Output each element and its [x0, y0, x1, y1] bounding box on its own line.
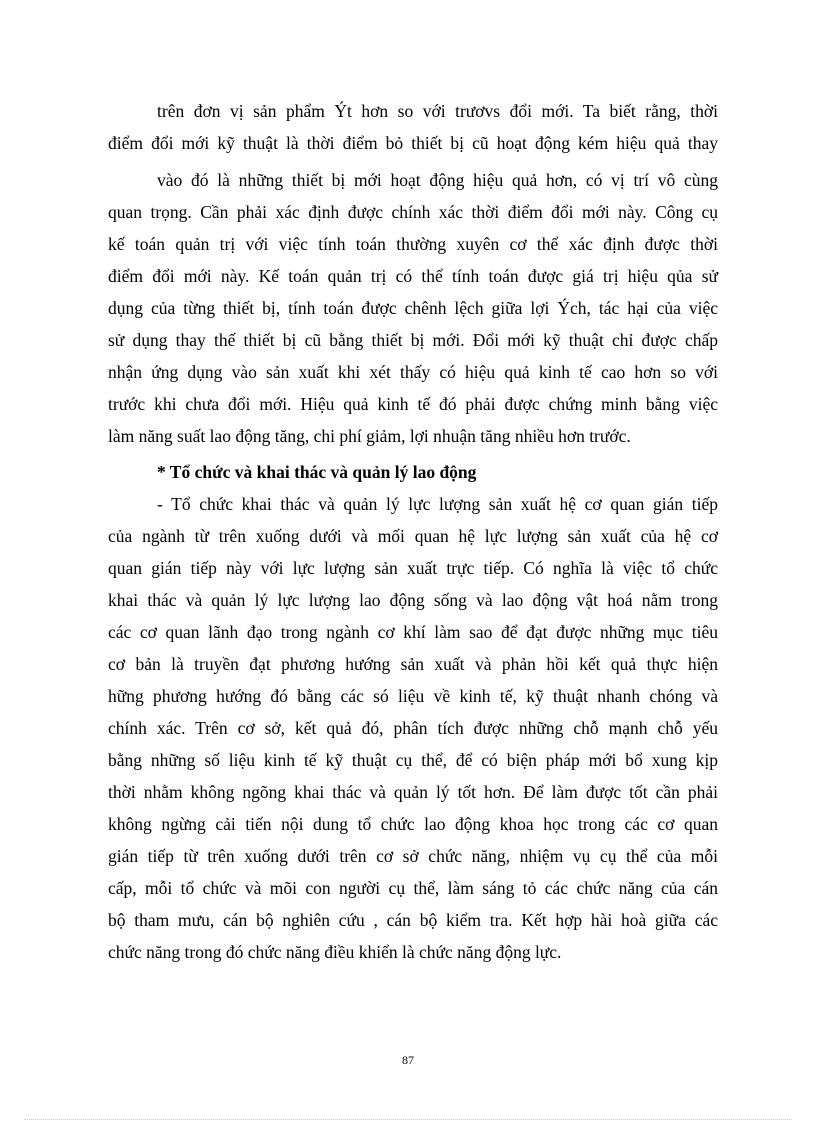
- text-line: trước khi chưa đổi mới. Hiệu quả kinh tế đó phải được chứng minh bằng việc: [108, 394, 718, 414]
- text-line: chính xác. Trên cơ sở, kết quả đó, phân tích được những chỗ mạnh chỗ yếu: [108, 718, 718, 738]
- text-line: vào đó là những thiết bị mới hoạt động hiệu quả hơn, có vị trí vô cùng: [157, 170, 718, 190]
- text-line: thời nhằm không ngõng khai thác và quản lý tốt hơn. Để làm được tốt cần phải: [108, 782, 718, 802]
- text-line: các cơ quan lãnh đạo trong ngành cơ khí làm sao để đạt được những mục tiêu: [108, 622, 718, 642]
- text-line: bằng những số liệu kinh tế kỹ thuật cụ thể, để có biện pháp mới bổ xung kịp: [108, 750, 718, 770]
- page-number: 87: [402, 1053, 414, 1067]
- text-line: điểm đổi mới kỹ thuật là thời điểm bỏ thiết bị cũ hoạt động kém hiệu quả thay: [108, 133, 718, 153]
- text-line: làm năng suất lao động tăng, chi phí giảm, lợi nhuận tăng nhiều hơn trước.: [108, 426, 631, 446]
- text-line: quan trọng. Cần phải xác định được chính xác thời điểm đổi mới này. Công cụ: [108, 202, 718, 222]
- text-line: cơ bản là truyền đạt phương hướng sản xuất và phản hồi kết quả thực hiện: [108, 654, 718, 674]
- text-line: quan gián tiếp này với lực lượng sản xuất trực tiếp. Có nghĩa là việc tổ chức: [108, 558, 718, 578]
- section-heading: * Tổ chức và khai thác và quản lý lao động: [157, 462, 477, 482]
- text-line: - Tổ chức khai thác và quản lý lực lượng sản xuất hệ cơ quan gián tiếp: [157, 494, 718, 514]
- text-line: chức năng trong đó chức năng điều khiển là chức năng động lực.: [108, 942, 562, 962]
- text-line: nhận ứng dụng vào sản xuất khi xét thấy có hiệu quả kinh tế cao hơn so với: [108, 362, 718, 382]
- text-line: không ngừng cải tiến nội dung tổ chức lao động khoa học trong các cơ quan: [108, 814, 718, 834]
- text-line: bộ tham mưu, cán bộ nghiên cứu , cán bộ kiểm tra. Kết hợp hài hoà giữa các: [108, 910, 718, 930]
- text-line: kế toán quản trị với việc tính toán thường xuyên cơ thể xác định được thời: [108, 234, 718, 254]
- footer-divider: [24, 1119, 792, 1120]
- text-line: gián tiếp từ trên xuống dưới trên cơ sở chức năng, nhiệm vụ cụ thể của mỗi: [108, 846, 718, 866]
- text-line: dụng của từng thiết bị, tính toán được chênh lệch giữa lợi Ých, tác hại của việc: [108, 298, 718, 318]
- text-line: khai thác và quản lý lực lượng lao động sống và lao động vật hoá nằm trong: [108, 590, 718, 610]
- text-line: điểm đổi mới này. Kế toán quản trị có thể tính toán được giá trị hiệu qủa sử: [108, 266, 718, 286]
- text-line: trên đơn vị sản phẩm Ýt hơn so với trươvs đổi mới. Ta biết rằng, thời: [157, 101, 718, 121]
- text-line: cấp, mỗi tổ chức và mõi con người cụ thể, làm sáng tỏ các chức năng của cán: [108, 878, 718, 898]
- text-line: hững phương hướng đó bằng các só liệu về kinh tế, kỹ thuật nhanh chóng và: [108, 686, 718, 706]
- text-line: của ngành từ trên xuống dưới và mối quan hệ lực lượng sản xuất của hệ cơ: [108, 526, 718, 546]
- text-line: sử dụng thay thế thiết bị cũ bằng thiết bị mới. Đổi mới kỹ thuật chỉ được chấp: [108, 330, 718, 350]
